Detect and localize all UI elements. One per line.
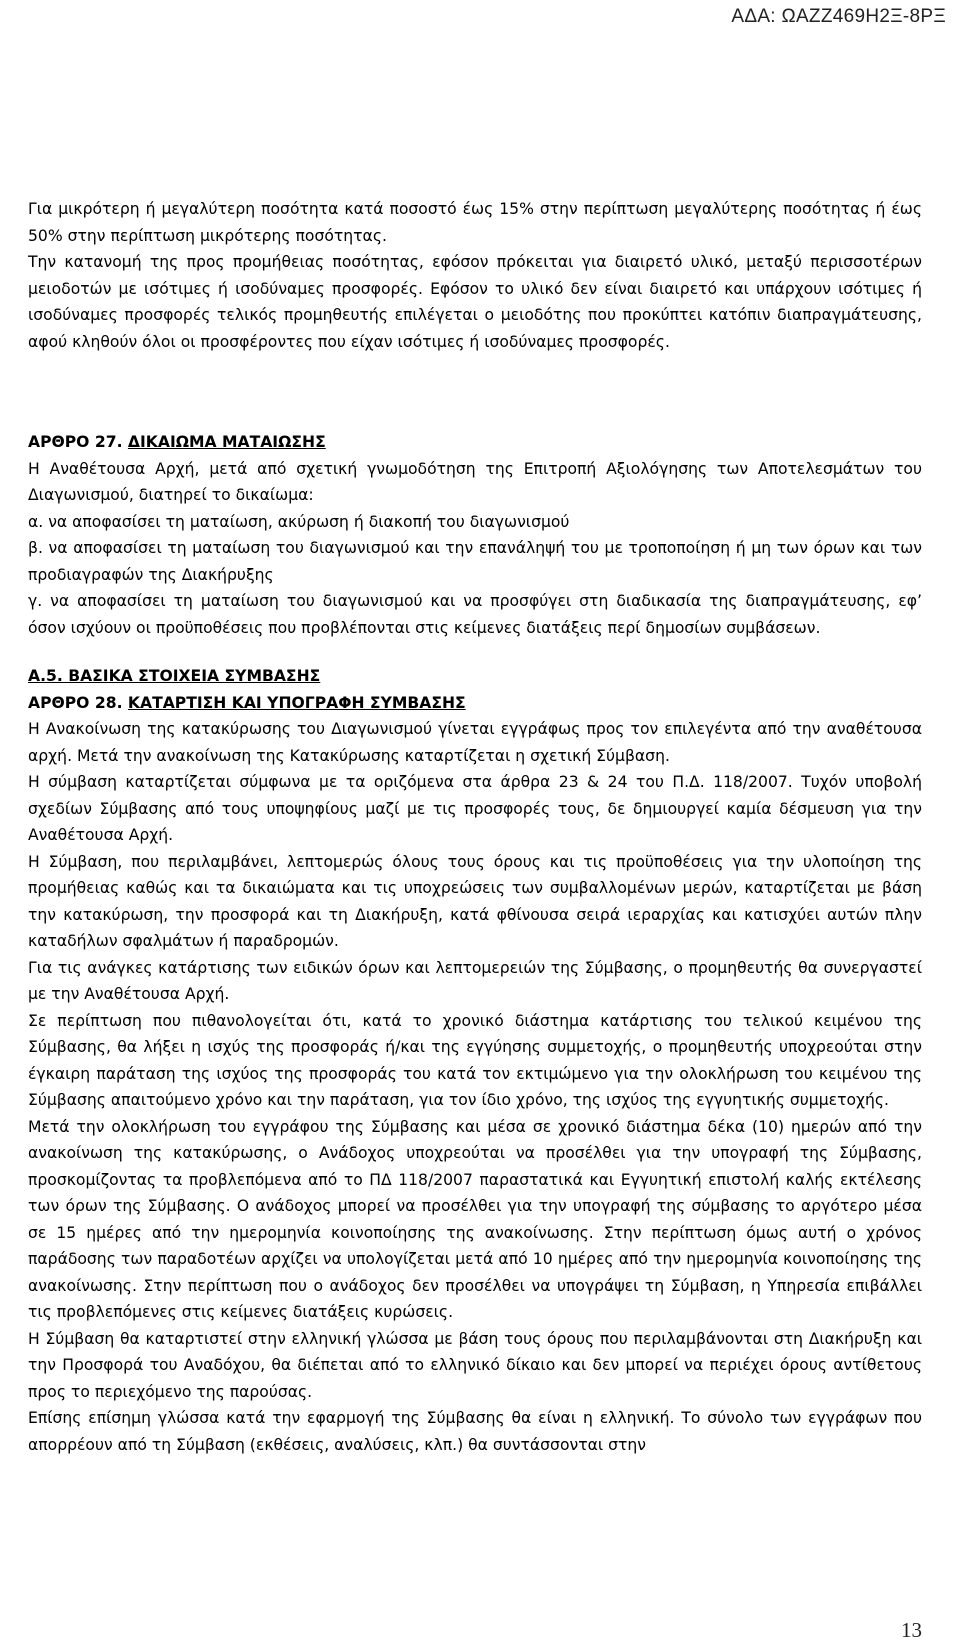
- ada-code: ΑΔΑ: ΩΑΖΖ469Η2Ξ-8ΡΞ: [731, 6, 946, 27]
- article-28-paragraph: Η Σύμβαση, που περιλαμβάνει, λεπτομερώς όλους τους όρους και τις προϋποθέσεις για την υλοποίηση της προμήθειας καθώς και τα δικαιώματα και τις υποχρεώσεις των συμβαλλομένων μερών, καταρτίζεται με βάση την κατακύρωση, την προσφορά και τη Διακήρυξη, κατά φθίνουσα σειρά ιεραρχίας και κατισχύει αυτών πλην καταδήλων σφαλμάτων ή παραδρομών.: [28, 852, 922, 950]
- page-number: 13: [901, 1618, 922, 1642]
- article-27-label: ΑΡΘΡΟ 27.: [28, 433, 128, 451]
- article-28-heading: [28, 690, 922, 717]
- article-28-paragraph: Η σύμβαση καταρτίζεται σύμφωνα με τα οριζόμενα στα άρθρα 23 & 24 του Π.Δ. 118/2007. Τυχόν υποβολή σχεδίων Σύμβασης από τους υποψηφίους μαζί με τις προσφορές τους, δε δημιουργεί καμία δέσμευση για την Αναθέτουσα Αρχή.: [28, 773, 922, 844]
- spacer: [28, 641, 922, 663]
- article-27-title: ΔΙΚΑΙΩΜΑ ΜΑΤΑΙΩΣΗΣ: [127, 433, 326, 451]
- article-27-paragraph: Η Αναθέτουσα Αρχή, μετά από σχετική γνωμοδότηση της Επιτροπή Αξιολόγησης των Αποτελεσμάτων του Διαγωνισμού, διατηρεί το δικαίωμα:: [28, 459, 922, 504]
- article-28-paragraph: Μετά την ολοκλήρωση του εγγράφου της Σύμβασης και μέσα σε χρονικό διάστημα δέκα (10) ημερών από την ανακοίνωση της κατακύρωσης, ο Ανάδοχος υποχρεούται να προσέλθει για την υπογραφή της Σύμβασης, προσκομίζοντας τα προβλεπόμενα από το ΠΔ 118/2007 παραστατικά και Εγγυητική επιστολή καλής εκτέλεσης των όρων της Σύμβασης. Ο ανάδοχος μπορεί να προσέλθει για την υπογραφή της σύμβασης το αργότερο μέσα σε 15 ημέρες από την ημερομηνία κοινοποίησης της ανακοίνωσης. Στην περίπτωση όμως αυτή ο χρόνος παράδοσης των παραδοτέων αρχίζει να υπολογίζεται μετά από 10 ημέρες από την ημερομηνία κοινοποίησης της ανακοίνωσης. Στην περίπτωση που ο ανάδοχος δεν προσέλθει να υπογράψει τη Σύμβαση, η Υπηρεσία επιβάλλει τις προβλεπόμενες στις κείμενες διατάξεις κυρώσεις.: [28, 1117, 922, 1321]
- article-28-label: ΑΡΘΡΟ 28.: [28, 693, 128, 712]
- article-28-paragraph: Η Ανακοίνωση της κατακύρωσης του Διαγωνισμού γίνεται εγγράφως προς τον επιλεγέντα από την αναθέτουσα αρχή. Μετά την ανακοίνωση της Κατακύρωσης καταρτίζεται η σχετική Σύμβαση.: [28, 720, 922, 765]
- document-body: [28, 196, 922, 1458]
- intro-paragraph-1: Για μικρότερη ή μεγαλύτερη ποσότητα κατά ποσοστό έως 15% στην περίπτωση μεγαλύτερης ποσότητας ή έως 50% στην περίπτωση μικρότερης ποσότητας.: [28, 200, 922, 245]
- article-28-paragraph: Σε περίπτωση που πιθανολογείται ότι, κατά το χρονικό διάστημα κατάρτισης του τελικού κειμένου της Σύμβασης, θα λήξει η ισχύς της προσφοράς ή/και της εγγύησης συμμετοχής, ο προμηθευτής υποχρεούται στην έγκαιρη παράταση της ισχύος της προσφοράς του κατά τον εκτιμώμενο για την ολοκλήρωση του κειμένου της Σύμβασης απαιτούμενο χρόνο και την παράταση, για τον ίδιο χρόνο, της ισχύος της εγγυητικής συμμετοχής.: [28, 1011, 922, 1109]
- article-27-item-c: γ. να αποφασίσει τη ματαίωση του διαγωνισμού και να προσφύγει στη διαδικασία της διαπραγμάτευσης, εφ’ όσον ισχύουν οι προϋποθέσεις που προβλέπονται στις κείμενες διατάξεις περί δημοσίων συμβάσεων.: [28, 592, 922, 637]
- article-27-item-b: β. να αποφασίσει τη ματαίωση του διαγωνισμού και την επανάληψή του με τροποποίηση ή μη των όρων και των προδιαγραφών της Διακήρυξης: [28, 539, 922, 584]
- article-28-paragraph: Για τις ανάγκες κατάρτισης των ειδικών όρων και λεπτομερειών της Σύμβασης, ο προμηθευτής θα συνεργαστεί με την Αναθέτουσα Αρχή.: [28, 958, 922, 1003]
- article-27-item-a: α. να αποφασίσει τη ματαίωση, ακύρωση ή διακοπή του διαγωνισμού: [28, 512, 570, 531]
- article-28-paragraph: Επίσης επίσημη γλώσσα κατά την εφαρμογή της Σύμβασης θα είναι η ελληνική. Το σύνολο των εγγράφων που απορρέουν από τη Σύμβαση (εκθέσεις, αναλύσεις, κλπ.) θα συντάσσονται στην: [28, 1409, 922, 1454]
- spacer: [28, 355, 922, 429]
- section-a5-title: Α.5. ΒΑΣΙΚΑ ΣΤΟΙΧΕΙΑ ΣΥΜΒΑΣΗΣ: [28, 667, 321, 685]
- article-28-paragraph: Η Σύμβαση θα καταρτιστεί στην ελληνική γλώσσα με βάση τους όρους που περιλαμβάνονται στη Διακήρυξη και την Προσφορά του Αναδόχου, θα διέπεται από το ελληνικό δίκαιο και δεν μπορεί να περιέχει όρους αντίθετους προς το περιεχόμενο της παρούσας.: [28, 1329, 922, 1401]
- article-28-title: ΚΑΤΑΡΤΙΣΗ ΚΑΙ ΥΠΟΓΡΑΦΗ ΣΥΜΒΑΣΗΣ: [127, 693, 466, 712]
- article-27-heading: [28, 429, 922, 456]
- intro-paragraph-2: Την κατανομή της προς προμήθειας ποσότητας, εφόσον πρόκειται για διαιρετό υλικό, μεταξύ περισσοτέρων μειοδοτών με ισότιμες ή ισοδύναμες προσφορές. Εφόσον το υλικό δεν είναι διαιρετό και υπάρχουν ισότιμες ή ισοδύναμες προσφορές τελικός προμηθευτής επιλέγεται ο μειοδότης που προκύπτει κατόπιν διαπραγμάτευσης, αφού κληθούν όλοι οι προσφέροντες που είχαν ισότιμες ή ισοδύναμες προσφορές.: [28, 253, 922, 351]
